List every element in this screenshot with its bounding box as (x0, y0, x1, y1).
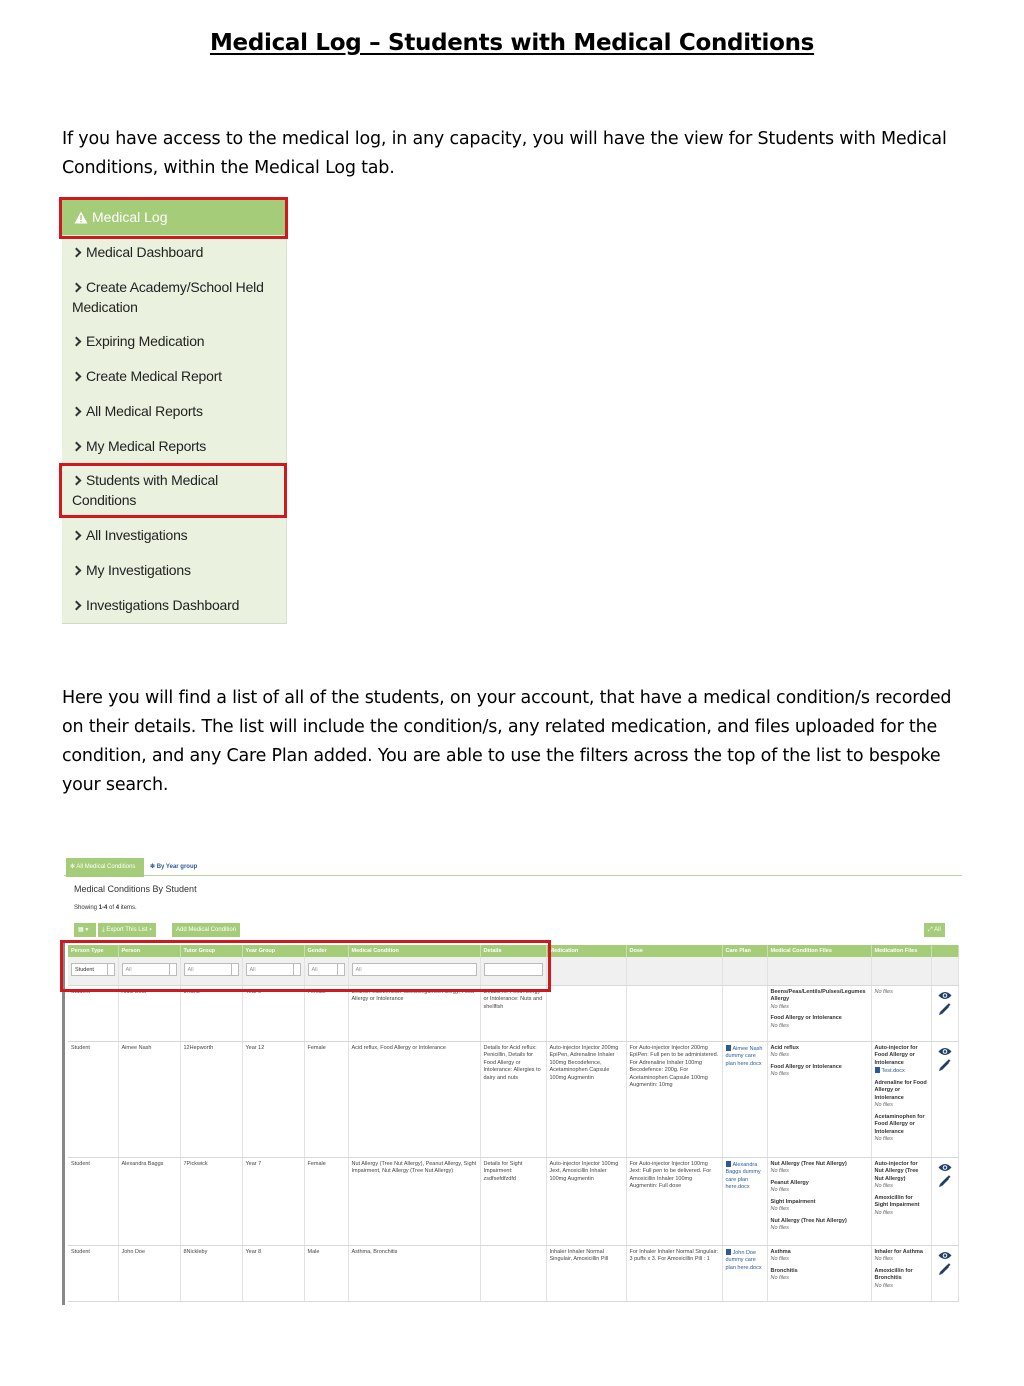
cell-care-plan (722, 1041, 767, 1157)
cell-person-type: Student (68, 985, 118, 1041)
file-group-name: Food Allergy or Intolerance (770, 1015, 842, 1021)
cell-medication-files (871, 1245, 931, 1301)
file-group-name: Inhaler for Asthma (874, 1248, 923, 1255)
file-status: No files (770, 1206, 789, 1212)
cell-condition-files (767, 1245, 871, 1301)
cell-year-group: Year 8 (242, 1245, 304, 1301)
intro-paragraph: If you have access to the medical log, in any capacity, you will have the view for Students with Medical Conditions, within the Medical Log tab. (62, 129, 947, 178)
add-medical-condition-button[interactable]: Add Medical Condition (172, 923, 240, 937)
care-plan-link[interactable]: Alexandra Baggs dummy care plan here.docx (725, 1161, 761, 1190)
cell-medication: Auto-injector Injector 200mg EpiPen, Adrenaline Inhaler 100mg Becodefence, Acetaminophen Capsule 100mg Augmentin (546, 1041, 626, 1157)
file-status: No files (770, 1003, 789, 1010)
menu-item-expiring-medication[interactable] (72, 332, 282, 352)
columns-menu-button[interactable]: ▦ ▾ (74, 923, 96, 937)
file-group-name: Auto-injector for Nut Allergy (Tree Nut Allergy) (874, 1160, 919, 1182)
list-heading: Medical Conditions By Student (74, 884, 197, 894)
menu-item-investigations-dashboard[interactable] (72, 596, 282, 616)
cell-condition-files (767, 1041, 871, 1157)
cell-gender: Female (304, 1041, 348, 1157)
file-status: No files (874, 1282, 893, 1289)
cell-condition-files (767, 1157, 871, 1245)
cell-actions (931, 985, 958, 1041)
cell-person: John Doe (118, 1245, 180, 1301)
cell-actions (931, 1157, 958, 1245)
chevron-right-icon (72, 283, 82, 293)
menu-item-label: Create Academy/School Held Medication (72, 279, 264, 315)
cell-details: Details for Sight Impairment: zsdfsefdfzdfd (480, 1157, 546, 1245)
tab-all-medical-conditions[interactable]: ✻ All Medical Conditions (66, 858, 144, 877)
menu-item-create-medication[interactable] (72, 278, 282, 317)
table-row (68, 1245, 958, 1301)
file-status: No files (770, 1052, 789, 1058)
file-status: No files (874, 1102, 893, 1108)
medical-conditions-screenshot (62, 855, 962, 1305)
view-eye-icon[interactable] (938, 1251, 952, 1260)
col-details[interactable]: Details (480, 945, 546, 957)
items-count: Showing 1-4 of 4 items. (74, 905, 137, 911)
chevron-right-icon (72, 337, 82, 347)
document-icon (726, 1161, 731, 1167)
edit-pencil-icon[interactable] (938, 1263, 951, 1276)
highlight-filters (60, 940, 551, 992)
chevron-right-icon (72, 531, 82, 541)
view-eye-icon[interactable] (938, 1047, 952, 1056)
col-medication-files[interactable]: Medication Files (871, 945, 931, 957)
file-group-name: Asthma (770, 1248, 791, 1255)
menu-item-label: Expiring Medication (86, 333, 205, 349)
col-gender[interactable]: Gender (304, 945, 348, 957)
cell-dose: For Inhaler Inhaler Normal Singulair: 3 puffs x 3. For Amoxicillin Pill : 1 (626, 1245, 722, 1301)
cell-medical-condition: Asthma, Bronchitis (348, 1245, 480, 1301)
medical-conditions-table (68, 945, 959, 1302)
cell-condition-files (767, 985, 871, 1041)
menu-item-my-investigations[interactable] (72, 561, 282, 581)
chevron-right-icon (72, 248, 82, 258)
view-eye-icon[interactable] (938, 991, 952, 1000)
cell-care-plan (722, 985, 767, 1041)
cell-tutor-group: 9Hand (180, 985, 242, 1041)
file-status: No files (770, 1275, 789, 1281)
col-tutor-group[interactable]: Tutor Group (180, 945, 242, 957)
cell-tutor-group: 7Pickwick (180, 1157, 242, 1245)
filter-year-group[interactable]: All (246, 963, 301, 976)
menu-item-create-medical-report[interactable] (72, 367, 282, 387)
cell-person: Alexandra Baggs (118, 1157, 180, 1245)
menu-item-label: My Investigations (86, 562, 191, 578)
cell-gender: Female (304, 1157, 348, 1245)
cell-dose: For Auto-injector Injector 100mg Jext: Full pen to be delivered. For Amoxicillin Inhaler 100mg Augmentin: Full dose (626, 1157, 722, 1245)
file-status: No files (874, 1136, 893, 1142)
menu-item-label: Students with Medical Conditions (72, 472, 218, 508)
cell-year-group: Year 9 (242, 985, 304, 1041)
tab-bar (64, 858, 962, 876)
file-group-name: Amoxicillin for Bronchitis (874, 1267, 913, 1281)
cell-medication-files (871, 985, 931, 1041)
medical-log-menu (62, 199, 287, 624)
export-list-button[interactable]: ⤓ Export This List ▾ (98, 923, 156, 937)
menu-item-label: Medical Dashboard (86, 244, 204, 260)
file-group-name: Nut Allergy (Tree Nut Allergy) (770, 1217, 847, 1224)
table-row (68, 985, 958, 1041)
cell-medication (546, 985, 626, 1041)
cell-medication-files (871, 1041, 931, 1157)
file-group-name: Adrenaline for Food Allergy or Intolerance (874, 1079, 927, 1101)
col-medical-condition[interactable]: Medical Condition (348, 945, 480, 957)
table-row (68, 1041, 958, 1157)
col-care-plan[interactable]: Care Plan (722, 945, 767, 957)
col-medication[interactable]: Medication (546, 945, 626, 957)
file-group-name: Peanut Allergy (770, 1179, 809, 1186)
menu-item-label: All Medical Reports (86, 403, 203, 419)
table-row (68, 1157, 958, 1245)
file-status: No files (770, 1071, 789, 1077)
cell-person-type: Student (68, 1041, 118, 1157)
cell-medication: Auto-injector Injector 100mg Jext, Amoxicillin Inhaler 100mg Augmentin (546, 1157, 626, 1245)
col-person-type[interactable]: Person Type (68, 945, 118, 957)
file-group-name: Nut Allergy (Tree Nut Allergy) (770, 1160, 847, 1167)
cell-dose (626, 985, 722, 1041)
file-group-name: Beens/Peas/Lentils/Pulses/Legumes Allergy (770, 988, 866, 1002)
cell-tutor-group: 8Nickleby (180, 1245, 242, 1301)
cell-medical-condition: Acid reflux, Food Allergy or Intolerance (348, 1041, 480, 1157)
document-title: Medical Log – Students with Medical Conditions (209, 30, 815, 56)
menu-item-all-medical-reports[interactable] (72, 402, 282, 422)
cell-gender: Female (304, 985, 348, 1041)
menu-item-medical-dashboard[interactable] (72, 243, 282, 263)
chevron-right-icon (72, 601, 82, 611)
file-group-name: Sight Impairment (770, 1198, 816, 1205)
highlight-students-with-conditions (59, 463, 287, 518)
file-status: No files (874, 1256, 893, 1262)
menu-item-my-medical-reports[interactable] (72, 437, 282, 457)
file-group-name: Bronchitis (770, 1267, 798, 1274)
cell-medical-condition: Beans/Peas/Lentils/Pulses/Legumes Allergy, Food Allergy or Intolerance (348, 985, 480, 1041)
menu-item-label: Create Medical Report (86, 368, 222, 384)
document-icon (726, 1045, 731, 1051)
col-person[interactable]: Person (118, 945, 180, 957)
cell-medical-condition: Nut Allergy (Tree Nut Allergy), Peanut Allergy, Sight Impairment, Nut Allergy (Tree Nut Allergy) (348, 1157, 480, 1245)
file-status: No files (770, 1168, 789, 1174)
tab-label: All Medical Conditions (76, 864, 136, 870)
chevron-right-icon (72, 442, 82, 452)
document-icon (875, 1067, 880, 1073)
tab-by-year-group[interactable]: ✻ By Year group (150, 864, 198, 870)
chevron-right-icon (72, 372, 82, 382)
file-link[interactable]: Test.docx (875, 1067, 928, 1076)
cell-person-type: Student (68, 1245, 118, 1301)
cell-care-plan (722, 1245, 767, 1301)
file-status: No files (770, 1187, 789, 1193)
cell-gender: Male (304, 1245, 348, 1301)
col-actions (931, 945, 958, 957)
filter-gender[interactable]: All (308, 963, 345, 976)
show-all-button[interactable]: ⤢ All (924, 923, 945, 937)
care-plan-link[interactable]: John Doe dummy care plan here.docx (725, 1249, 762, 1271)
filter-tutor-group[interactable]: All (184, 963, 239, 976)
edit-pencil-icon[interactable] (938, 1003, 951, 1016)
col-dose[interactable]: Dose (626, 945, 722, 957)
chevron-right-icon (72, 407, 82, 417)
file-status: No files (874, 1183, 893, 1189)
tab-label: By Year group (156, 864, 198, 870)
cell-medication: Inhaler Inhaler Normal Singulair, Amoxicillin Pill (546, 1245, 626, 1301)
description-paragraph: Here you will find a list of all of the students, on your account, that have a medical condition/s recorded on their details. The list will include the condition/s, any related medication, and files uploaded for the condition, and any Care Plan added. You are able to use the filters across the top of the list to bespoke your search. (62, 688, 952, 795)
cell-details: Details for Acid reflux: Penicillin, Details for Food Allergy or Intolerance: Allergies to dairy and nuts (480, 1041, 546, 1157)
document-icon (726, 1249, 731, 1255)
file-status: No files (874, 988, 893, 995)
highlight-medical-log (59, 197, 288, 239)
cell-details (480, 1245, 546, 1301)
filter-person[interactable]: All (122, 963, 177, 976)
menu-item-label: My Medical Reports (86, 438, 207, 454)
cell-actions (931, 1245, 958, 1301)
file-group-name: Food Allergy or Intolerance (770, 1063, 842, 1070)
edit-pencil-icon[interactable] (938, 1059, 951, 1072)
cell-care-plan (722, 1157, 767, 1245)
file-status: No files (770, 1225, 789, 1231)
file-group-name: Acetaminophen for Food Allergy or Intolerance (874, 1113, 925, 1135)
file-status: No files (874, 1209, 893, 1216)
cell-dose: For Auto-injector Injector 200mg EpiPen: Full pen to be administered. For Adrenaline Inhaler 100mg Becodefence: 200g. For Acetaminophen Capsule 100mg Augmentin: 10mg (626, 1041, 722, 1157)
cell-year-group: Year 7 (242, 1157, 304, 1245)
cell-person-type: Student (68, 1157, 118, 1245)
menu-item-label: All Investigations (86, 527, 188, 543)
cell-details: Details for Food Allergy or Intolerance: Nuts and shellfish (480, 985, 546, 1041)
col-year-group[interactable]: Year Group (242, 945, 304, 957)
filter-person-type[interactable]: Student (71, 963, 115, 976)
cell-actions (931, 1041, 958, 1157)
cell-person: Aimee Nash (118, 1041, 180, 1157)
view-eye-icon[interactable] (938, 1163, 952, 1172)
cell-medication-files (871, 1157, 931, 1245)
filter-medical-condition[interactable]: All (352, 963, 477, 976)
care-plan-link[interactable]: Aimee Nash dummy care plan here.docx (725, 1045, 763, 1067)
file-status: No files (770, 1256, 789, 1262)
file-status: No files (770, 1022, 789, 1029)
menu-item-label: Investigations Dashboard (86, 597, 240, 613)
file-group-name: Acid reflux (770, 1044, 799, 1051)
cell-person: Aldis Bold (118, 985, 180, 1041)
chevron-right-icon (72, 566, 82, 576)
menu-header-label: Medical Log (92, 209, 168, 225)
cell-tutor-group: 12Hepworth (180, 1041, 242, 1157)
menu-item-all-investigations[interactable] (72, 526, 282, 546)
file-group-name: Amoxicillin for Sight Impairment (874, 1194, 920, 1208)
edit-pencil-icon[interactable] (938, 1175, 951, 1188)
cell-year-group: Year 12 (242, 1041, 304, 1157)
col-condition-files[interactable]: Medical Condition Files (767, 945, 871, 957)
scrollbar[interactable] (62, 941, 65, 1305)
file-group-name: Auto-injector for Food Allergy or Intolerance (874, 1044, 918, 1066)
